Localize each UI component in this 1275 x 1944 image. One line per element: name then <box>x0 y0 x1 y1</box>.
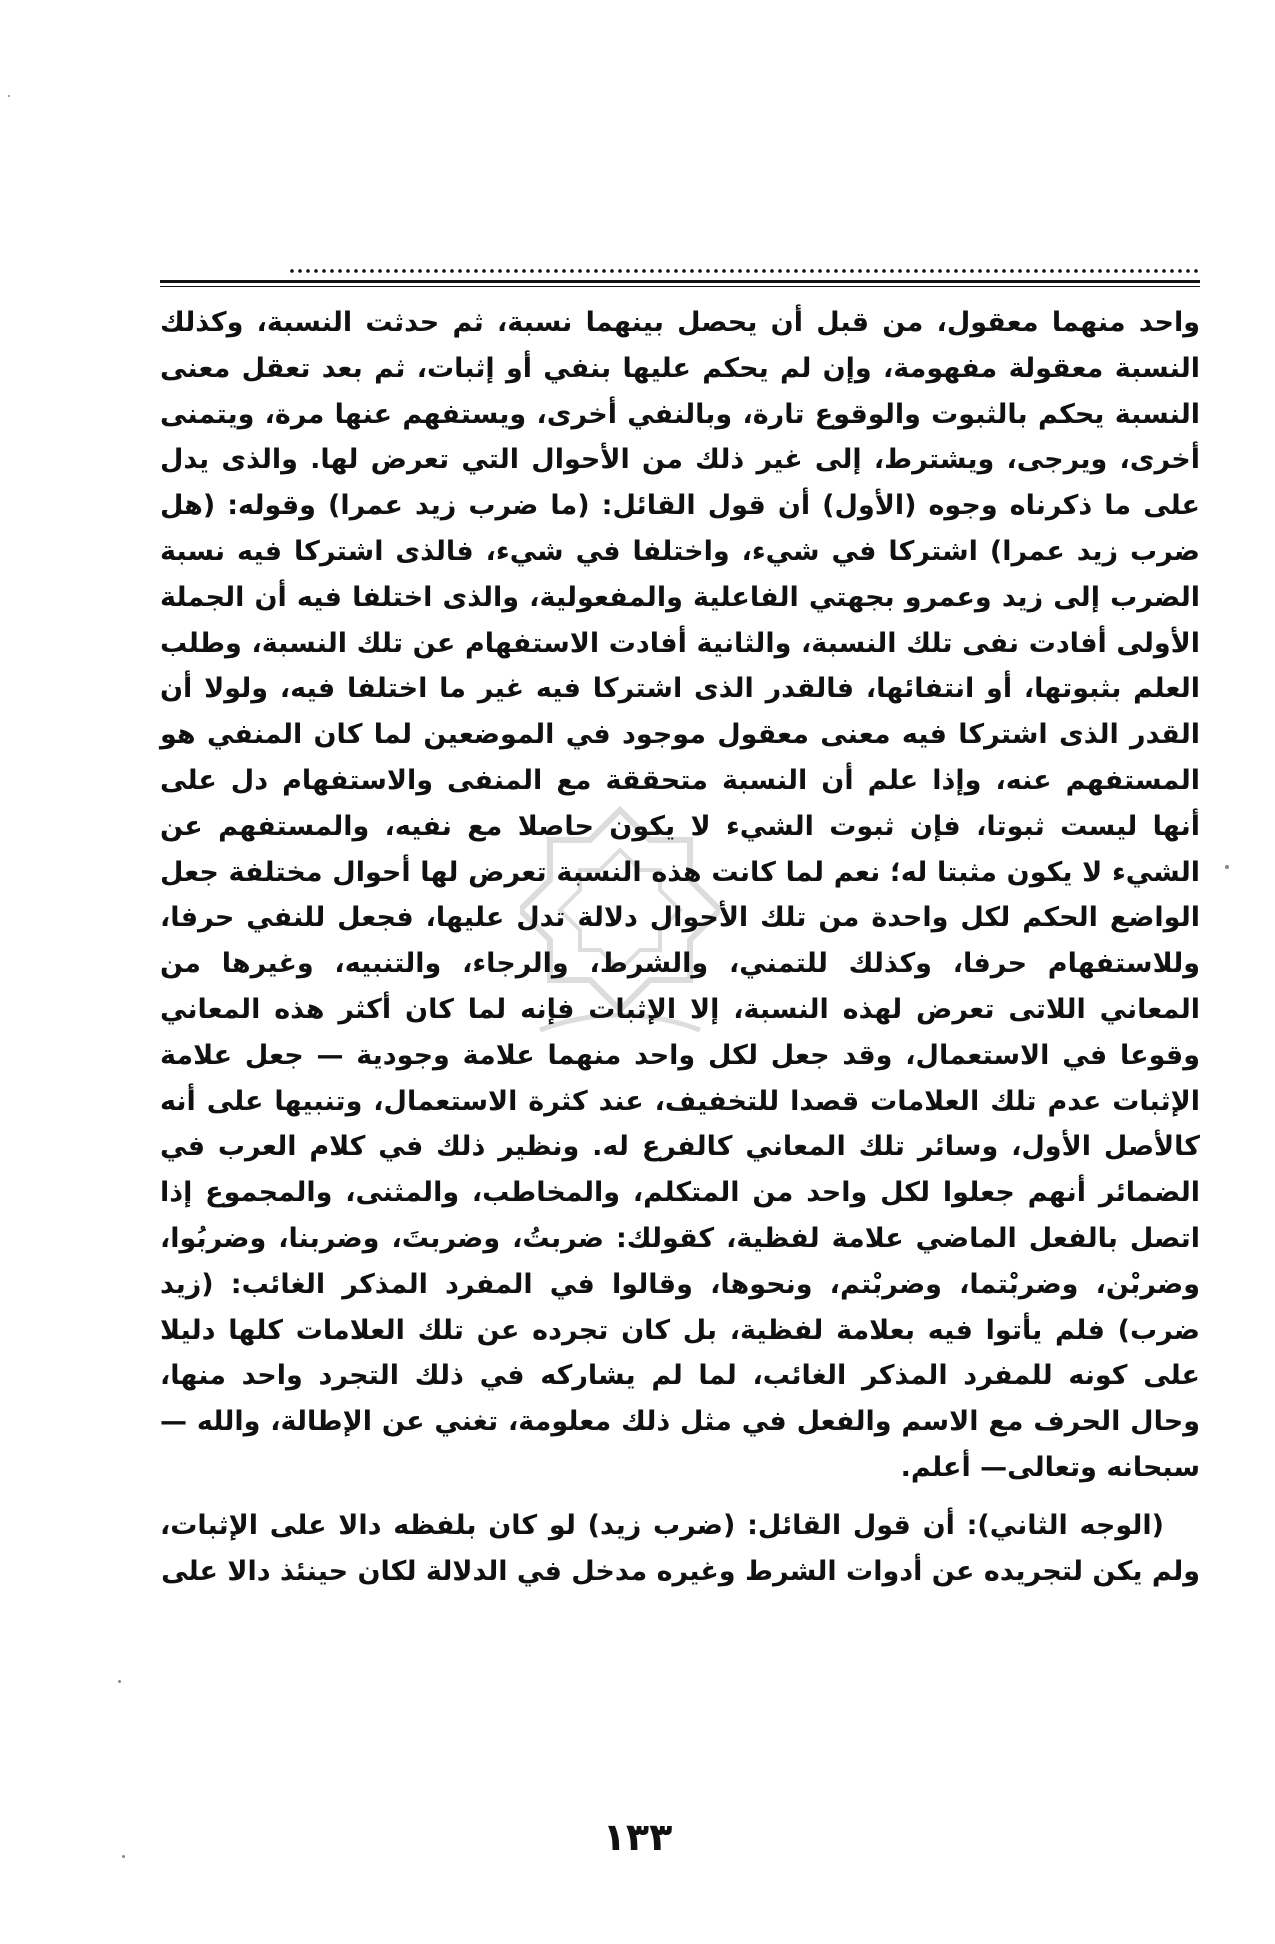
dotted-rule <box>288 268 1200 274</box>
body-text <box>160 300 1200 1594</box>
paragraph-two: (الوجه الثاني): أن قول القائل: (ضرب زيد) لو كان بلفظه دالا على الإثبات، ولم يكن لتجريده عن أدوات الشرط وغيره مدخل في الدلالة لكان حينئذ دالا على <box>160 1509 1200 1587</box>
rule-thin-line <box>160 286 1200 287</box>
scan-speck <box>122 1855 125 1858</box>
scan-speck <box>8 95 10 97</box>
header-rule <box>160 268 1200 288</box>
rule-thick-line <box>160 280 1200 283</box>
page-number: ١٣٣ <box>602 1815 673 1859</box>
paragraph-one: واحد منهما معقول، من قبل أن يحصل بينهما نسبة، ثم حدثت النسبة، وكذلك النسبة معقولة مفهومة، وإن لم يحكم عليها بنفي أو إثبات، ثم بعد تعقل معنى النسبة يحكم بالثبوت والوقوع تارة، وبالنفي أخرى، ويستفهم عنها مرة، ويتمنى أخرى، ويرجى، ويشترط، إلى غير ذلك من الأحوال التي تعرض لها. والذى يدل على ما ذكرناه وجوه (الأول) أن قول القائل: (ما ضرب زيد عمرا) وقوله: (هل ضرب زيد عمرا) اشتركا في شيء، واختلفا في شيء، فالذى اشتركا فيه نسبة الضرب إلى زيد وعمرو بجهتي الفاعلية والمفعولية، والذى اختلفا فيه أن الجملة الأولى أفادت نفى تلك النسبة، والثانية أفادت الاستفهام عن تلك النسبة، وطلب العلم بثبوتها، أو انتفائها، فالقدر الذى اشتركا فيه غير ما اختلفا فيه، ولولا أن القدر الذى اشتركا فيه معنى معقول موجود في الموضعين لما كان المنفي هو المستفهم عنه، وإذا علم أن النسبة متحققة مع المنفى والاستفهام دل على أنها ليست ثبوتا، فإن ثبوت الشيء لا يكون حاصلا مع نفيه، والمستفهم عن الشيء لا يكون مثبتا له؛ نعم لما كانت هذه النسبة تعرض لها أحوال مختلفة جعل الواضع الحكم لكل واحدة من تلك الأحوال دلالة تدل عليها، فجعل للنفي حرفا، وللاستفهام حرفا، وكذلك للتمني، والشرط، والرجاء، والتنبيه، وغيرها من المعاني اللاتى تعرض لهذه النسبة، إلا الإثبات فإنه لما كان أكثر هذه المعاني وقوعا في الاستعمال، وقد جعل لكل واحد منهما علامة وجودية — جعل علامة الإثبات عدم تلك العلامات قصدا للتخفيف، عند كثرة الاستعمال، وتنبيها على أنه كالأصل الأول، وسائر تلك المعاني كالفرع له. ونظير ذلك في كلام العرب في الضمائر أنهم جعلوا لكل واحد من المتكلم، والمخاطب، والمثنى، والمجموع إذا اتصل بالفعل الماضي علامة لفظية، كقولك: ضربتُ، وضربتَ، وضربنا، وضربُوا، وضربْن، وضربْتما، وضربْتم، ونحوها، وقالوا في المفرد المذكر الغائب: (زيد ضرب) فلم يأتوا فيه بعلامة لفظية، بل كان تجرده عن تلك العلامات كلها دليلا على كونه للمفرد المذكر الغائب، لما لم يشاركه في ذلك التجرد واحد منها، وحال الحرف مع الاسم والفعل في مثل ذلك معلومة، تغني عن الإطالة، والله —سبحانه وتعالى— أعلم. <box>160 307 1200 1483</box>
scan-speck <box>1225 865 1229 869</box>
scan-speck <box>118 1680 121 1683</box>
